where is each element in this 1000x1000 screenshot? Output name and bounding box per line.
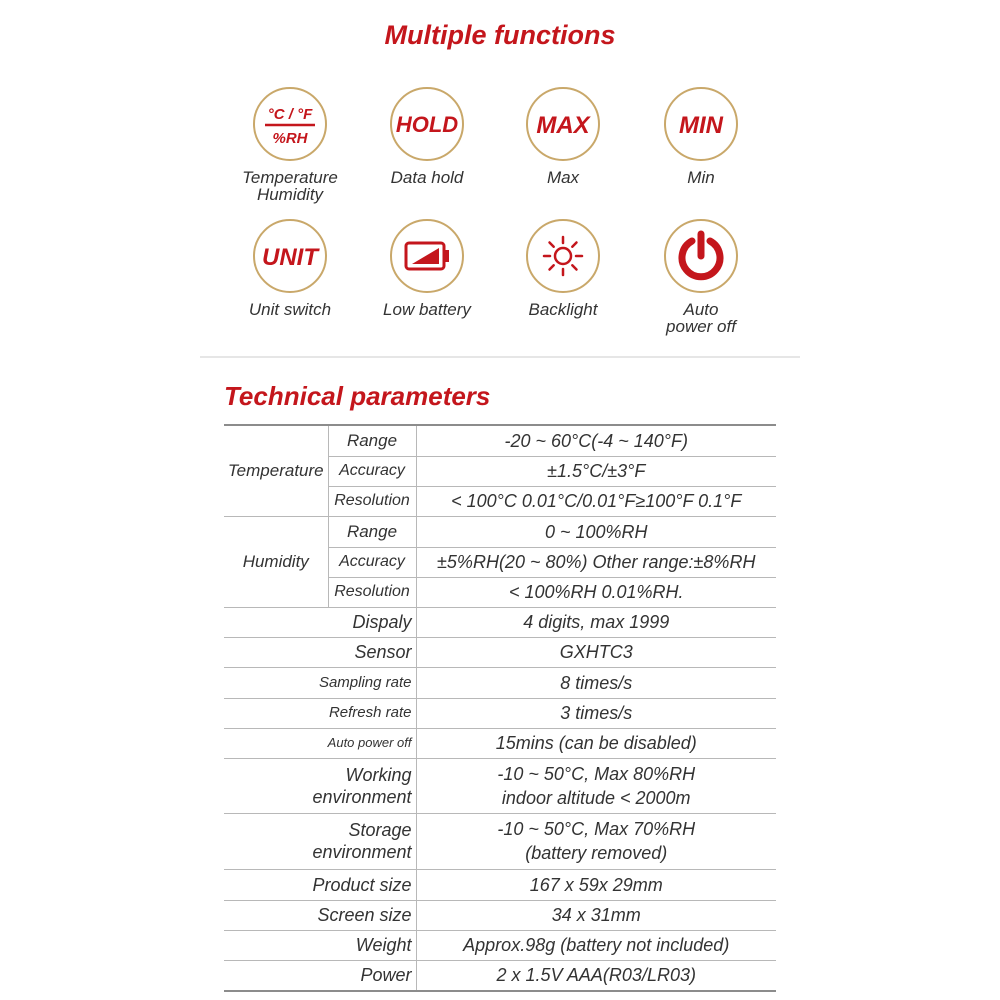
param-label: Sampling rate [224, 667, 416, 698]
sub-label: Range [328, 516, 416, 547]
param-label: Refresh rate [224, 698, 416, 728]
table-row [224, 758, 776, 813]
feature-auto-power-off [631, 219, 771, 335]
table-row [224, 960, 776, 991]
tech-params-table [224, 424, 776, 992]
table-row [224, 607, 776, 637]
tech-title: Technical parameters [224, 381, 491, 411]
section-divider [200, 356, 800, 358]
min-icon [664, 87, 738, 161]
param-value: 4 digits, max 1999 [416, 607, 776, 637]
svg-text:MIN: MIN [679, 112, 723, 139]
feature-label: Unit switch [248, 300, 332, 319]
humidity-label: Humidity [224, 516, 328, 607]
svg-text:HOLD: HOLD [395, 112, 459, 137]
sun-icon [526, 219, 600, 293]
param-value: 34 x 31mm [416, 900, 776, 930]
svg-text:MAX: MAX [536, 112, 590, 139]
sub-label: Accuracy [328, 456, 416, 486]
param-value: -20 ~ 60°C(-4 ~ 140°F) [416, 425, 776, 456]
param-value: 8 times/s [416, 667, 776, 698]
param-value: < 100%RH 0.01%RH. [416, 577, 776, 607]
table-row [224, 516, 776, 547]
param-value: 167 x 59x 29mm [416, 869, 776, 900]
param-label: Storage environment [224, 813, 416, 869]
param-value: -10 ~ 50°C, Max 70%RH (battery removed) [416, 813, 776, 869]
table-row [224, 869, 776, 900]
param-label: Auto power off [224, 728, 416, 758]
param-value: -10 ~ 50°C, Max 80%RH indoor altitude < 2000m [416, 758, 776, 813]
sub-label: Accuracy [328, 547, 416, 577]
table-row [224, 698, 776, 728]
temp-unit-text: °C / °F [267, 106, 313, 123]
battery-icon [390, 219, 464, 293]
param-value: 15mins (can be disabled) [416, 728, 776, 758]
sub-label: Resolution [328, 577, 416, 607]
feature-low-battery [357, 219, 497, 318]
sub-label: Resolution [328, 486, 416, 516]
svg-text:UNIT: UNIT [262, 244, 318, 271]
param-value: < 100°C 0.01°C/0.01°F≥100°F 0.1°F [416, 486, 776, 516]
humidity-unit-text: %RH [272, 130, 308, 147]
features-title: Multiple functions [384, 20, 616, 50]
table-row [224, 728, 776, 758]
param-label: Weight [224, 930, 416, 960]
param-value: 2 x 1.5V AAA(R03/LR03) [416, 960, 776, 991]
power-icon [664, 219, 738, 293]
param-label: Sensor [224, 637, 416, 667]
hold-icon [390, 87, 464, 161]
feature-data-hold [357, 87, 497, 186]
max-icon [526, 87, 600, 161]
feature-label: Temperature Humidity [242, 168, 338, 204]
param-label: Product size [224, 869, 416, 900]
temp-humidity-icon [253, 87, 327, 161]
feature-label: Low battery [383, 300, 471, 319]
param-label: Power [224, 960, 416, 991]
param-value: 0 ~ 100%RH [416, 516, 776, 547]
param-label: Dispaly [224, 607, 416, 637]
param-value: ±5%RH(20 ~ 80%) Other range:±8%RH [416, 547, 776, 577]
feature-temp-humidity [220, 87, 360, 203]
table-row [224, 900, 776, 930]
table-row [224, 667, 776, 698]
param-value: GXHTC3 [416, 637, 776, 667]
feature-label: Min [687, 168, 715, 187]
param-value: ±1.5°C/±3°F [416, 456, 776, 486]
feature-backlight [493, 219, 633, 318]
feature-label: Max [546, 168, 580, 187]
feature-unit-switch [220, 219, 360, 318]
table-row [224, 637, 776, 667]
unit-icon [253, 219, 327, 293]
param-value: 3 times/s [416, 698, 776, 728]
param-label: Working environment [224, 758, 416, 813]
table-row [224, 930, 776, 960]
sub-label: Range [328, 425, 416, 456]
param-value: Approx.98g (battery not included) [416, 930, 776, 960]
feature-label: Backlight [528, 300, 598, 319]
table-row [224, 425, 776, 456]
table-row [224, 813, 776, 869]
feature-max [493, 87, 633, 186]
param-label: Screen size [224, 900, 416, 930]
feature-min [631, 87, 771, 186]
temperature-label: Temperature [224, 425, 328, 516]
feature-label: Data hold [390, 168, 464, 187]
feature-label: Auto power off [666, 300, 736, 336]
